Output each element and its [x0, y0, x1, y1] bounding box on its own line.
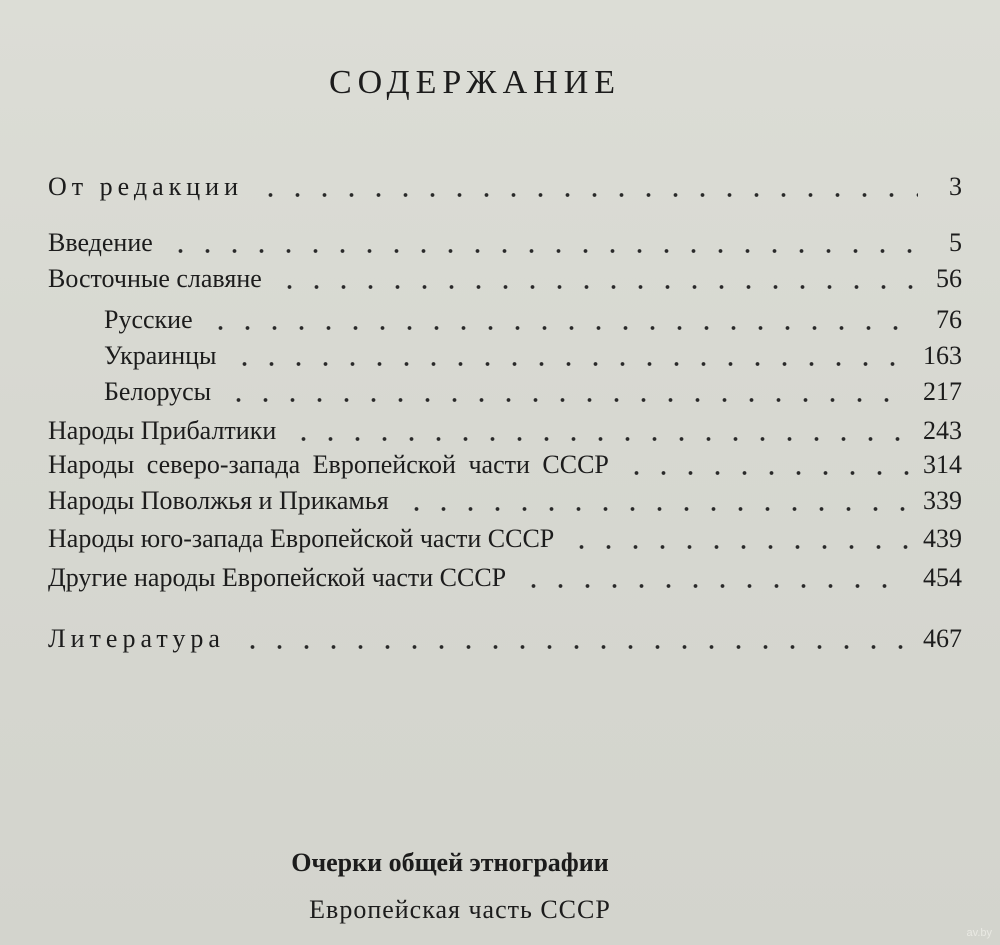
leader-dots — [403, 506, 909, 512]
toc-entry-label: Другие народы Европейской части СССР — [48, 563, 507, 592]
toc-entry-page: 76 — [936, 305, 962, 334]
toc-entry-page: 439 — [923, 524, 962, 553]
page-title: СОДЕРЖАНИЕ — [328, 64, 622, 101]
toc-entry-page: 163 — [923, 341, 962, 370]
leader-dots — [257, 192, 918, 198]
toc-entry-volga-kama-peoples — [48, 486, 962, 520]
toc-entry-southwest-peoples — [48, 524, 962, 558]
toc-entry-label: Белорусы — [104, 377, 212, 406]
toc-entry-label: Восточные славяне — [48, 264, 262, 293]
leader-dots — [520, 583, 909, 589]
toc-entry-page: 3 — [949, 172, 962, 201]
toc-entry-label: Народы юго-запада Европейской части СССР — [48, 524, 555, 553]
toc-entry-page: 56 — [936, 264, 962, 293]
toc-entry-baltic-peoples — [48, 416, 962, 450]
toc-entry-label: Народы Прибалтики — [48, 416, 277, 445]
leader-dots — [167, 248, 918, 254]
leader-dots — [623, 470, 909, 476]
toc-entry-label: Украинцы — [104, 341, 217, 370]
toc-entry-label: Народы Поволжья и Прикамья — [48, 486, 389, 515]
leader-dots — [207, 325, 918, 331]
toc-entry-page: 339 — [923, 486, 962, 515]
leader-dots — [276, 284, 918, 290]
toc-entry-label: От редакции — [48, 172, 243, 201]
imprint-subtitle: Европейская часть СССР — [309, 895, 611, 924]
leader-dots — [239, 644, 909, 650]
toc-entry-page: 454 — [923, 563, 962, 592]
toc-entry-label: Русские — [104, 305, 193, 334]
leader-dots — [225, 397, 909, 403]
toc-entry-page: 467 — [923, 624, 962, 653]
toc-entry-label: Литература — [48, 624, 225, 653]
watermark: av.by — [966, 927, 992, 939]
toc-entry-page: 5 — [949, 228, 962, 257]
toc-entry-east-slavs — [48, 264, 962, 298]
toc-entry-belarusians — [104, 377, 962, 411]
toc-entry-literature — [48, 624, 962, 658]
toc-entry-russians — [104, 305, 962, 339]
toc-entry-label: Введение — [48, 228, 153, 257]
toc-entry-northwest-peoples — [48, 450, 962, 484]
leader-dots — [568, 544, 909, 550]
toc-entry-page: 217 — [923, 377, 962, 406]
leader-dots — [231, 361, 909, 367]
toc-entry-ukrainians — [104, 341, 962, 375]
toc-entry-label: Народы северо-запада Европейской части СССР — [48, 450, 609, 479]
leader-dots — [290, 436, 909, 442]
toc-entry-introduction — [48, 228, 962, 262]
toc-entry-page: 243 — [923, 416, 962, 445]
toc-entry-from-editors — [48, 172, 962, 206]
imprint-title: Очерки общей этнографии — [291, 848, 609, 877]
toc-entry-other-peoples — [48, 563, 962, 597]
toc-entry-page: 314 — [923, 450, 962, 479]
